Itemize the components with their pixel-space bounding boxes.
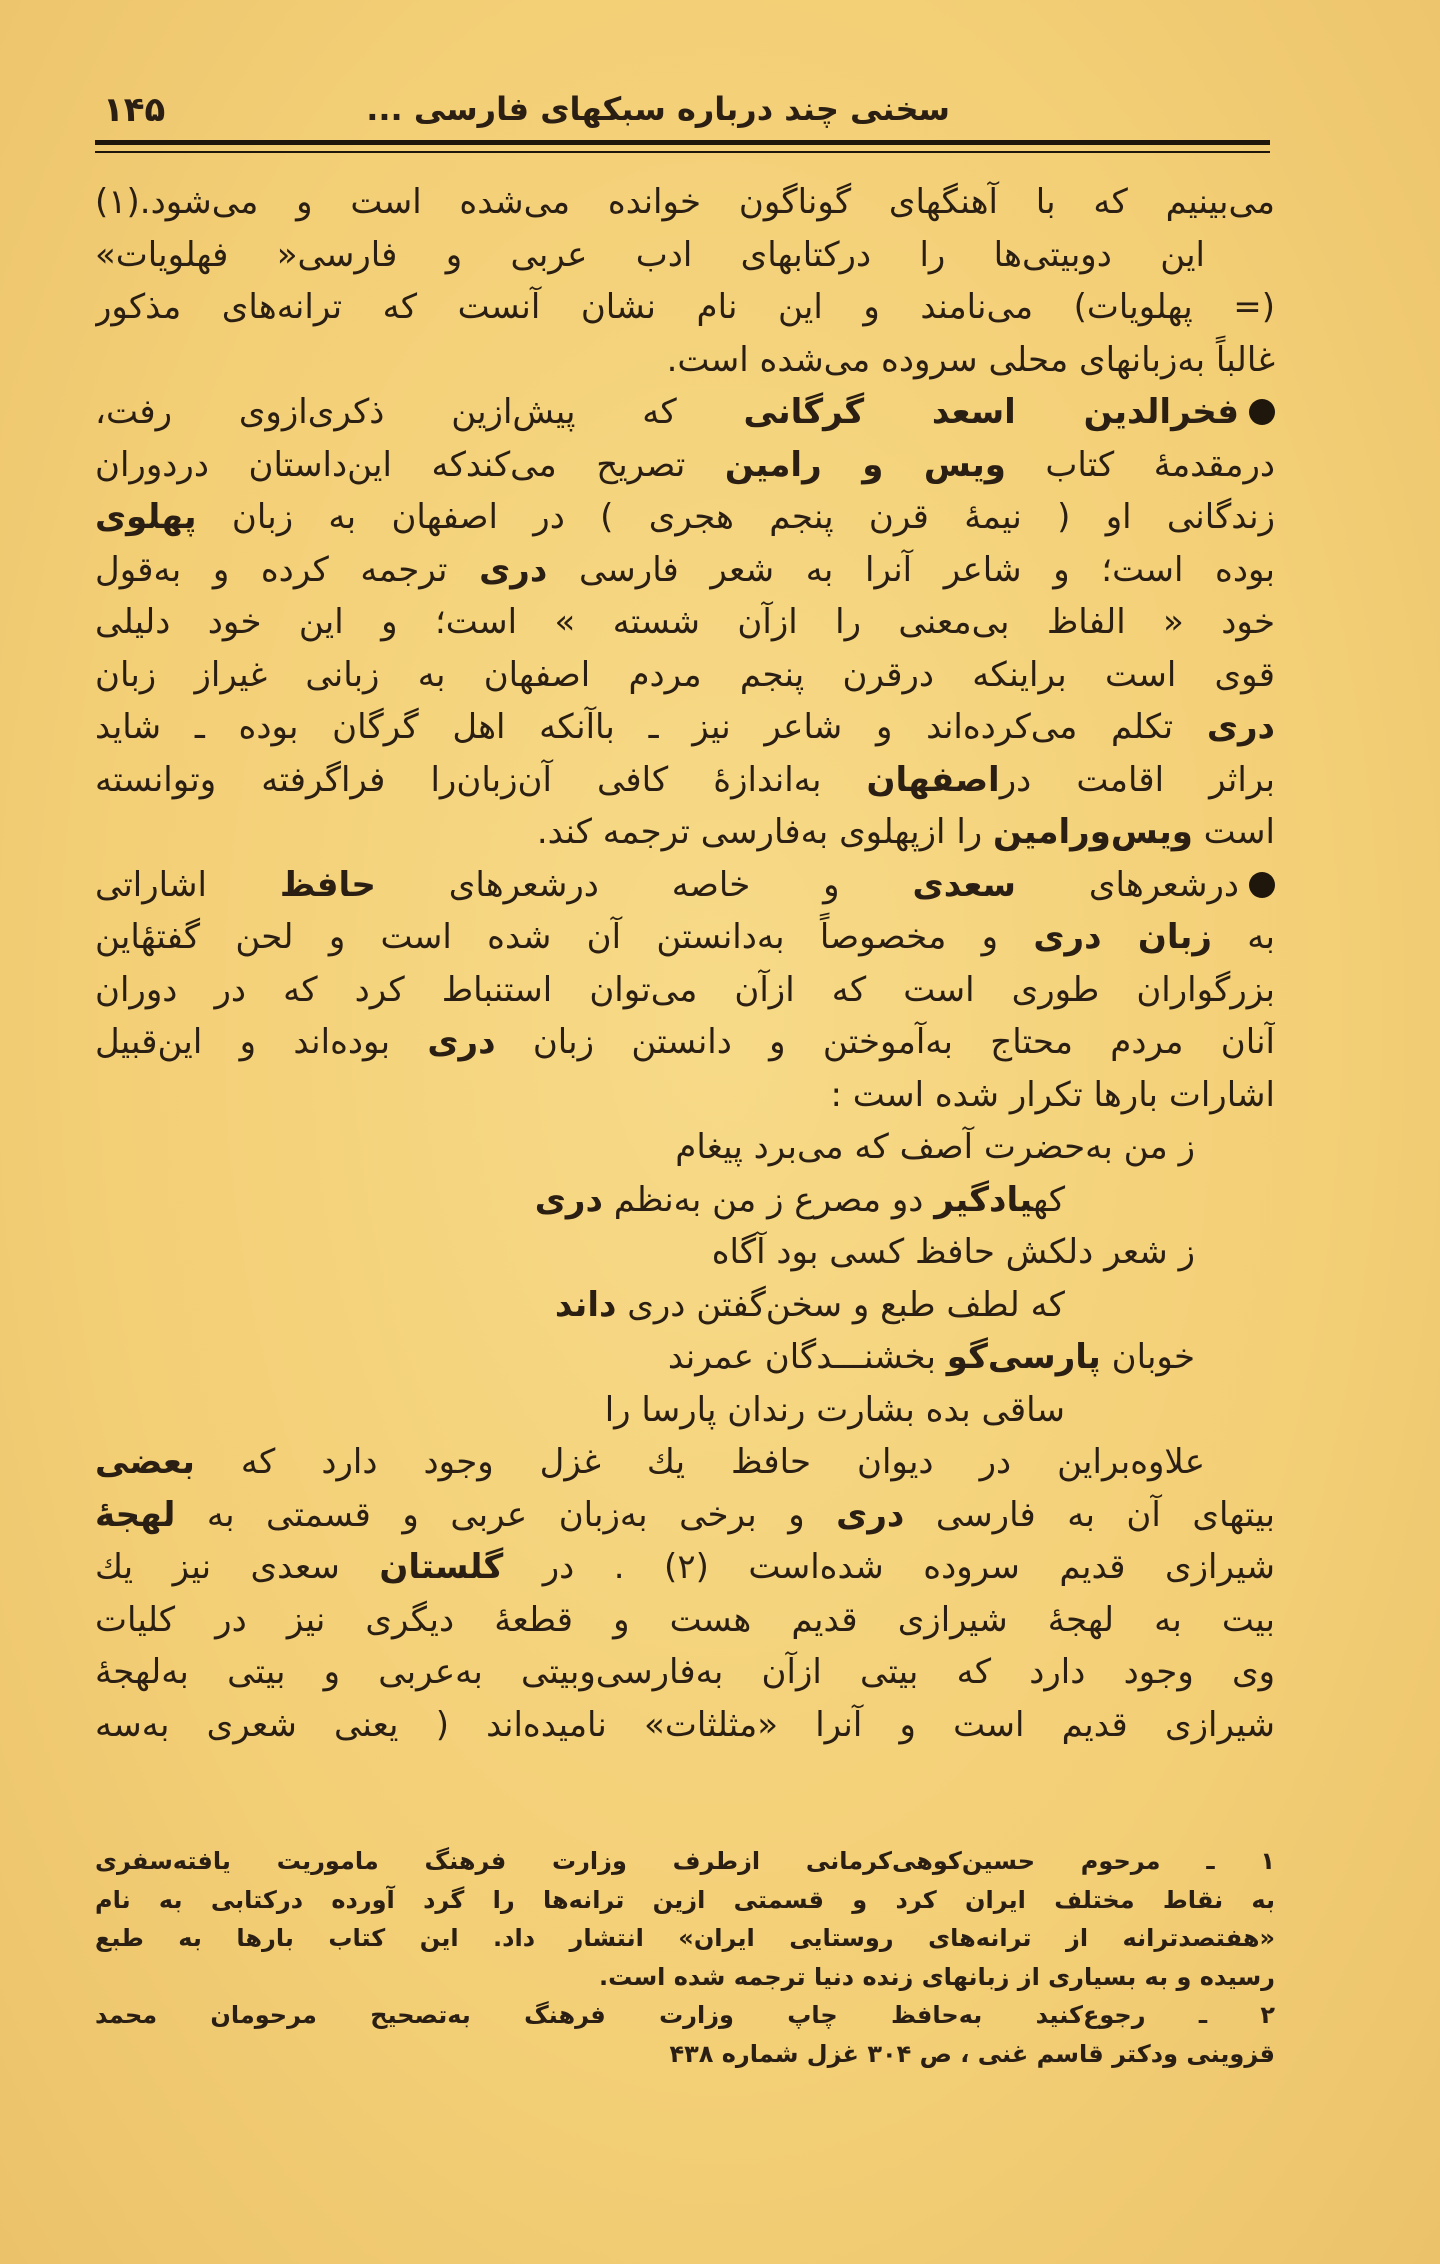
text-span: بوده است؛ و شاعر آنرا به شعر فارسی <box>547 549 1275 590</box>
text-span: درشعرهای <box>1015 864 1239 905</box>
text-line: وی وجود دارد که بیتی ازآن به‌فارسی‌وبیتی به‌عربی و بیتی به‌لهجهٔ <box>95 1652 1275 1692</box>
bold-term: اصفهان <box>866 759 1000 800</box>
book-title: ویس‌ورامین <box>993 812 1193 852</box>
text-line <box>95 1541 1275 1594</box>
bold-term: دری <box>534 1179 603 1220</box>
text-span: علاوه‌براین در دیوان حافظ یك غزل وجود دارد که <box>194 1442 1205 1482</box>
text-span: خوبان <box>1100 1337 1195 1377</box>
verse-line <box>95 1279 1275 1332</box>
text-span: و خاصه درشعرهای <box>375 864 913 905</box>
text-span: زندگانی او ( نیمهٔ قرن پنجم هجری ) در اصفهان به زبان <box>196 497 1275 537</box>
bold-term: دری <box>427 1022 496 1062</box>
bold-term: لهجهٔ <box>95 1494 176 1535</box>
verse-line: ز من به‌حضرت آصف که می‌برد پیغام <box>675 1127 1195 1167</box>
bold-term: داند <box>554 1284 617 1325</box>
text-line: خود « الفاظ بی‌معنی را ازآن شسته » است؛ و این خود دلیلی <box>95 602 1275 642</box>
bold-term: دری <box>479 549 548 590</box>
text-span: به <box>1212 917 1275 957</box>
text-line <box>95 859 1275 912</box>
text-span: آنان مردم محتاج به‌آموختن و دانستن زبان <box>495 1022 1275 1062</box>
text-line <box>95 439 1275 492</box>
text-line: می‌بینیم که با آهنگهای گوناگون خوانده می‌شده است و می‌شود.(۱) <box>95 182 1275 222</box>
footnote-line: «هفتصدترانه از ترانه‌های روستایی ایران» انتشار داد. این کتاب بارها به طبع <box>95 1924 1275 1952</box>
text-line <box>95 491 1275 544</box>
text-line: اشارات بارها تکرار شده است : <box>830 1074 1275 1115</box>
text-span: تصریح می‌کندکه این‌داستان دردوران <box>95 444 725 485</box>
text-span: بوده‌اند و این‌قبیل <box>95 1022 428 1062</box>
bold-term: یادگیر <box>934 1179 1034 1220</box>
text-line: بزرگواران طوری است که ازآن می‌توان استنباط کرد که در دوران <box>95 969 1275 1010</box>
page-number: ۱۴۵ <box>103 90 166 130</box>
text-span: را ازپهلوی به‌فارسی ترجمه کند. <box>536 812 993 852</box>
page-header <box>95 80 1270 142</box>
bold-term: پهلوی <box>95 497 197 537</box>
text-span: که پیش‌ازین ذکری‌ازوی رفت، <box>95 392 744 432</box>
footnote-line: رسیده و به بسیاری از زبانهای زنده دنیا ترجمه شده است. <box>599 1962 1275 1991</box>
text-span: سعدی نیز یك <box>95 1547 380 1587</box>
text-span: براثر اقامت در <box>999 759 1275 800</box>
bullet-icon <box>1249 399 1275 425</box>
text-line <box>95 1436 1275 1489</box>
text-line <box>95 754 1275 807</box>
text-line <box>95 911 1275 964</box>
text-line: بیت به لهجهٔ شیرازی قدیم هست و قطعهٔ دیگری نیز در کلیات <box>95 1599 1275 1640</box>
book-title: گلستان <box>379 1547 504 1587</box>
text-span: بخشنـــدگان عمرند <box>667 1337 947 1377</box>
bold-term: بعضی <box>95 1442 195 1482</box>
verse-line <box>95 1331 1275 1384</box>
text-line <box>95 1016 1275 1069</box>
bold-term: دری <box>836 1494 905 1535</box>
footnote-line: به نقاط مختلف ایران کرد و قسمتی ازین ترانه‌ها را گرد آورده درکتابی به نام <box>95 1885 1275 1914</box>
footnote-line: ۲ ـ رجوع‌کنید به‌حافظ چاپ وزارت فرهنگ به‌تصحیح مرحومان محمد <box>95 2001 1275 2029</box>
poet-name: سعدی <box>912 864 1016 905</box>
text-line: (= پهلویات) می‌نامند و این نام نشان آنست که ترانه‌های مذکور <box>95 287 1275 327</box>
body-text <box>95 176 1275 1751</box>
text-span: که <box>1033 1179 1065 1220</box>
footnote-line: ۱ ـ مرحوم حسین‌کوهی‌کرمانی ازطرف وزارت فرهنگ ماموریت یافته‌سفری <box>95 1847 1275 1875</box>
text-span: ترجمه کرده و به‌قول <box>95 549 480 590</box>
bold-term: پارسی‌گو <box>946 1337 1101 1377</box>
bullet-icon <box>1249 872 1275 898</box>
text-span: و مخصوصاً به‌دانستن آن شده است و لحن گفتهٔاین <box>95 917 1034 957</box>
verse-line: ز شعر دلکش حافظ کسی بود آگاه <box>711 1232 1195 1272</box>
text-span: درمقدمهٔ کتاب <box>1005 444 1275 485</box>
running-title: سخنی چند درباره سبکهای فارسی ... <box>366 90 950 128</box>
text-line: قوی است براینکه درقرن پنجم مردم اصفهان به زبانی غیراز زبان <box>95 654 1275 695</box>
text-line <box>95 386 1275 439</box>
footnotes <box>95 1842 1275 2073</box>
text-line: غالباً به‌زبانهای محلی سروده می‌شده است. <box>666 339 1275 380</box>
text-span: شیرازی قدیم سروده شده‌است (۲) . در <box>503 1547 1275 1587</box>
poet-name: فخرالدین اسعد گرگانی <box>743 392 1239 432</box>
header-rule-thin <box>95 151 1270 153</box>
text-line <box>95 1489 1275 1542</box>
poet-name: حافظ <box>279 864 376 905</box>
verse-line <box>95 1174 1275 1227</box>
header-rule-thick <box>95 140 1270 145</box>
text-span: دو مصرع ز من به‌نظم <box>602 1179 935 1220</box>
text-span: تکلم می‌کرده‌اند و شاعر نیز ـ باآنکه اهل گرگان بوده ـ شاید <box>95 707 1207 747</box>
text-line <box>95 544 1275 597</box>
footnote-line: قزوینی ودکتر قاسم غنی ، ص ۳۰۴ غزل شماره ۴۳۸ <box>669 2039 1275 2068</box>
text-line <box>95 806 1275 859</box>
text-line: شیرازی قدیم است و آنرا «مثلثات» نامیده‌اند ( یعنی شعری به‌سه <box>95 1704 1275 1745</box>
text-span: بیتهای آن به فارسی <box>904 1494 1275 1535</box>
text-span: به‌اندازهٔ کافی آن‌زبان‌را فراگرفته وتوانسته <box>95 759 867 800</box>
text-span: است <box>1192 812 1275 852</box>
text-span: اشاراتی <box>95 864 280 905</box>
text-span: و برخی به‌زبان عربی و قسمتی به <box>175 1494 837 1535</box>
text-span: که لطف طبع و سخن‌گفتن دری <box>616 1284 1065 1325</box>
bold-term: زبان دری <box>1033 917 1212 957</box>
verse-line: ساقی بده بشارت رندان پارسا را <box>604 1389 1065 1430</box>
bold-term: دری <box>1206 707 1275 747</box>
book-title: ویس و رامین <box>724 444 1006 485</box>
text-line <box>95 701 1275 754</box>
text-line: این دوبیتی‌ها را درکتابهای ادب عربی و فارسی« فهلویات» <box>95 234 1205 275</box>
